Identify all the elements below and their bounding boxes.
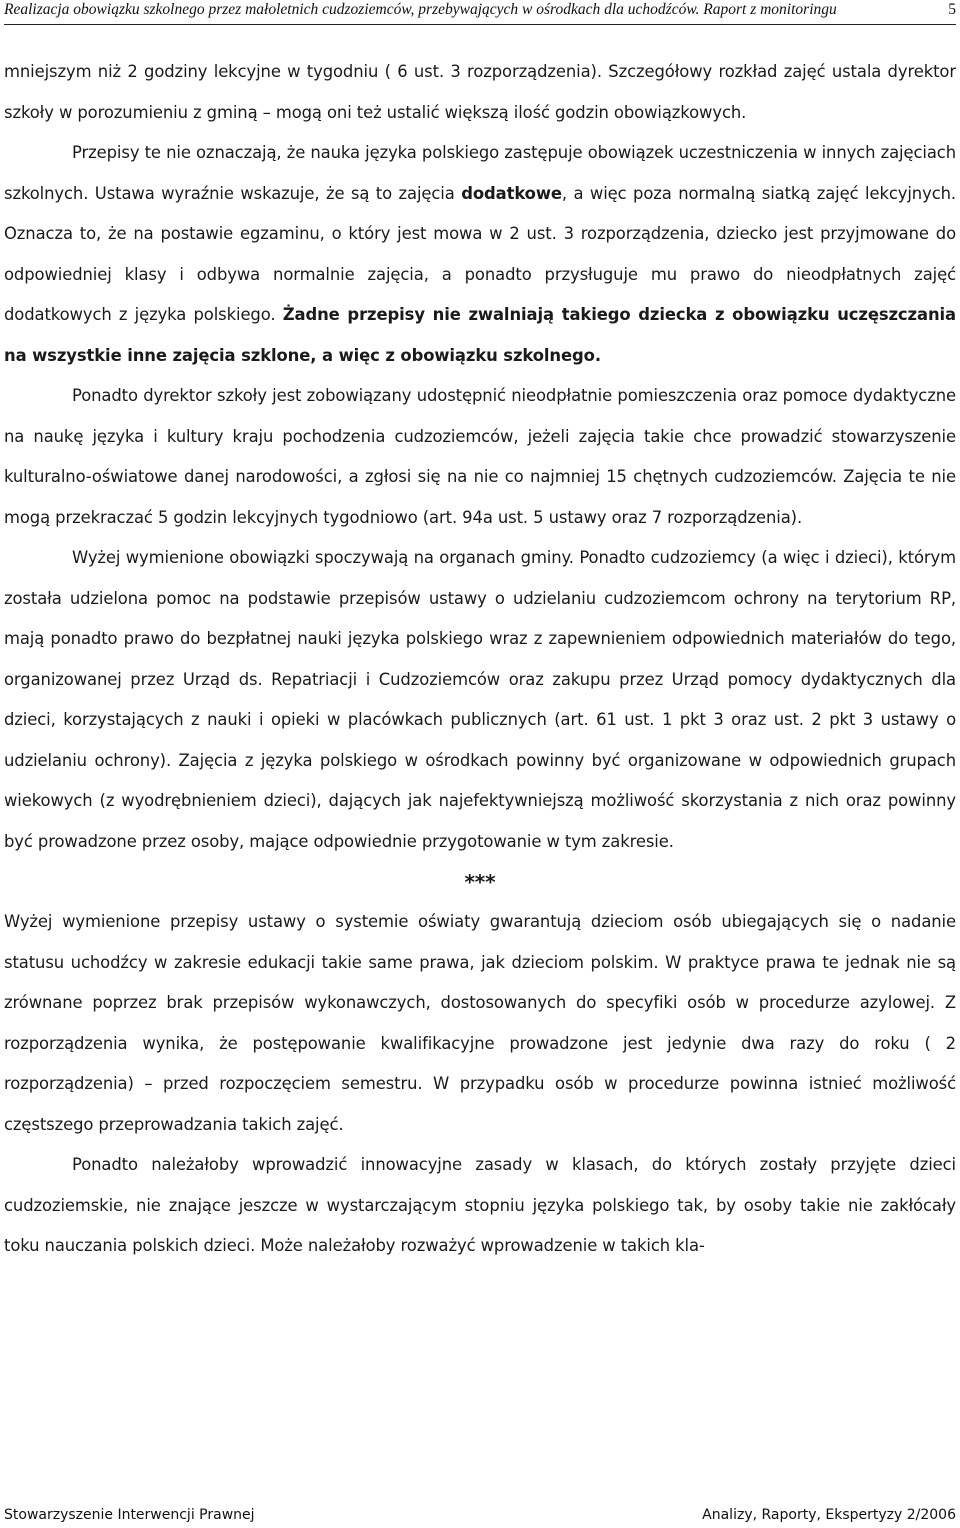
paragraph-2-emphasis: dodatkowe xyxy=(461,183,562,203)
running-footer xyxy=(4,1504,956,1528)
paragraph-3: Ponadto dyrektor szkoły jest zobowiązany udostępnić nieodpłatnie pomieszczenia oraz pomoce dydaktyczne na naukę języka i kultury kraju pochodzenia cudzoziemców, jeżeli zajęcia takie chce prowadzić stowarzyszenie kulturalno-oświatowe danej narodowości, a zgłosi się na nie co najmniej 15 chętnych cudzoziemców. Zajęcia te nie mogą przekraczać 5 godzin lekcyjnych tygodniowo (art. 94a ust. 5 ustawy oraz 7 rozporządzenia). xyxy=(4,386,956,527)
document-body xyxy=(4,52,956,1267)
footer-organization: Stowarzyszenie Interwencji Prawnej xyxy=(4,1507,255,1523)
header-title: Realizacja obowiązku szkolnego przez małoletnich cudzoziemców, przebywających w ośrodkach dla uchodźców. Raport z monitoringu xyxy=(4,1,837,18)
paragraph-2-part-c: , a więc poza normalną siatką zajęć lekcyjnych. Oznacza to, że na postawie egzaminu, o który jest mowa w 2 ust. 3 rozporządzenia, dziecko jest przyjmowane do odpowiedniej klasy i odbywa normalnie zajęcia, a ponadto przysługuje mu prawo do nieodpłatnych zajęć dodatkowych z języka polskiego. xyxy=(4,183,957,324)
section-separator: *** xyxy=(464,870,496,894)
footer-publication: Analizy, Raporty, Ekspertyzy 2/2006 xyxy=(702,1507,956,1523)
page-number: 5 xyxy=(948,1,956,18)
running-header xyxy=(4,0,956,24)
paragraph-1: mniejszym niż 2 godziny lekcyjne w tygodniu ( 6 ust. 3 rozporządzenia). Szczegółowy rozkład zajęć ustala dyrektor szkoły w porozumieniu z gminą – mogą oni też ustalić większą ilość godzin obowiązkowych. xyxy=(4,62,956,122)
paragraph-6: Ponadto należałoby wprowadzić innowacyjne zasady w klasach, do których zostały przyjęte dzieci cudzoziemskie, nie znające jeszcze w wystarczającym stopniu języka polskiego tak, by osoby takie nie zakłócały toku nauczania polskich dzieci. Może należałoby rozważyć wprowadzenie w takich kla- xyxy=(4,1155,956,1255)
paragraph-2-part-a: Przepisy te nie oznaczają, że nauka języka polskiego zastępuje obowiązek uczestniczenia w innych zajęciach szkolnych. Ustawa wyraźnie wskazuje, że są to zajęcia xyxy=(4,143,956,203)
paragraph-2 xyxy=(4,133,956,376)
header-divider xyxy=(4,24,956,25)
paragraph-4: Wyżej wymienione obowiązki spoczywają na organach gminy. Ponadto cudzoziemcy (a więc i dzieci), którym została udzielona pomoc na podstawie przepisów ustawy o udzielaniu cudzoziemcom ochrony na terytorium RP, mają ponadto prawo do bezpłatnej nauki języka polskiego wraz z zapewnieniem odpowiednich materiałów do tego, organizowanej przez Urząd ds. Repatriacji i Cudzoziemców oraz zakupu przez Urząd pomocy dydaktycznych dla dzieci, korzystających z nauki i opieki w placówkach publicznych (art. 61 ust. 1 pkt 3 oraz ust. 2 pkt 3 ustawy o udzielaniu ochrony). Zajęcia z języka polskiego w ośrodkach powinny być organizowane w odpowiednich grupach wiekowych (z wyodrębnieniem dzieci), dających jak najefektywniejszą możliwość skorzystania z nich oraz powinny być prowadzone przez osoby, mające odpowiednie przygotowanie w tym zakresie. xyxy=(4,548,956,851)
paragraph-2-bold-statement: Żadne przepisy nie zwalniają takiego dziecka z obowiązku uczęszczania na wszystkie inne zajęcia szklone, a więc z obowiązku szkolnego. xyxy=(4,305,956,365)
paragraph-5: Wyżej wymienione przepisy ustawy o systemie oświaty gwarantują dzieciom osób ubiegających się o nadanie statusu uchodźcy w zakresie edukacji takie same prawa, jak dzieciom polskim. W praktyce prawa te jednak nie są zrównane poprzez brak przepisów wykonawczych, dostosowanych do specyfiki osób w procedurze azylowej. Z rozporządzenia wynika, że postępowanie kwalifikacyjne prowadzone jest jedynie dwa razy do roku ( 2 rozporządzenia) – przed rozpoczęciem semestru. W przypadku osób w procedurze powinna istnieć możliwość częstszego przeprowadzania takich zajęć. xyxy=(4,912,956,1134)
